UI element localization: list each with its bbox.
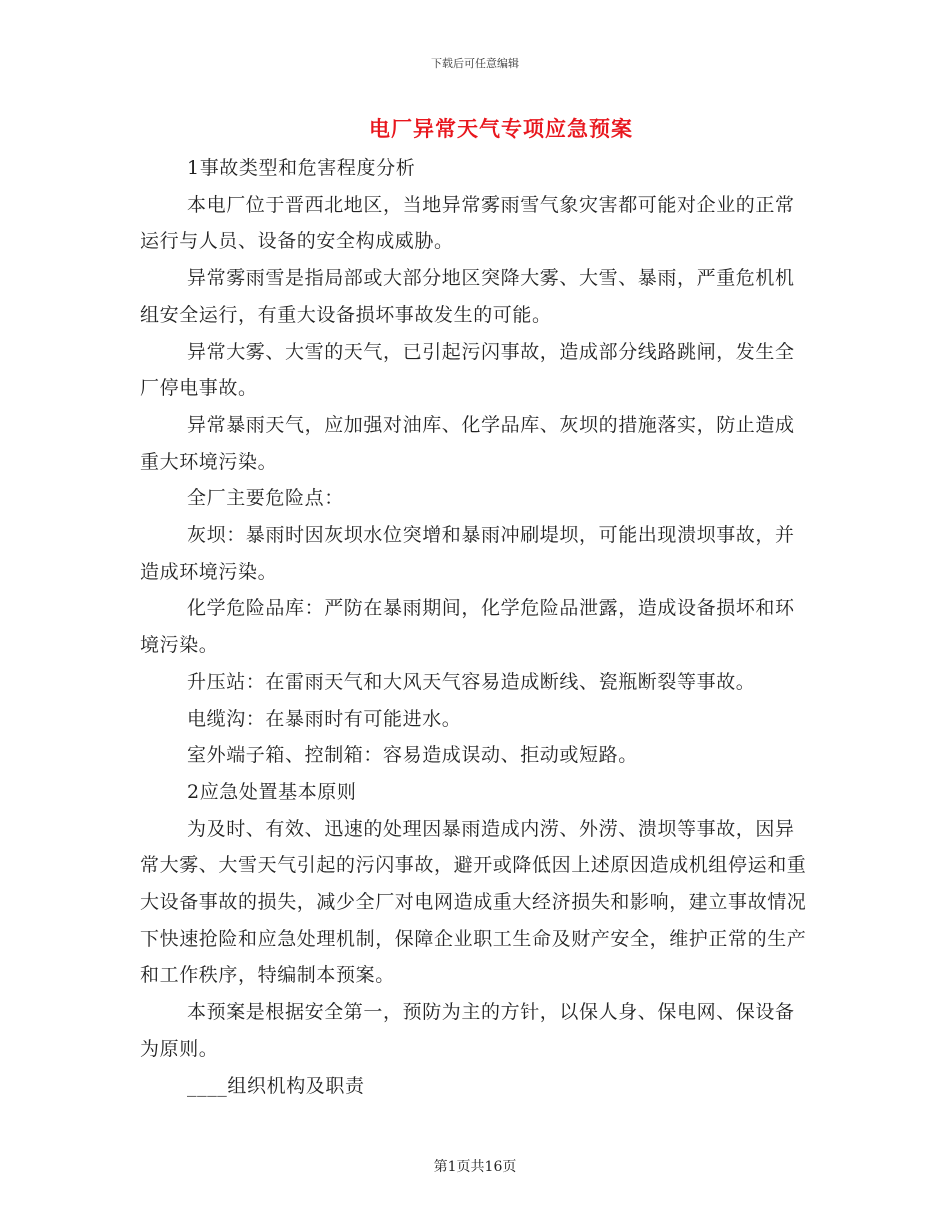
paragraph: 异常大雾、大雪的天气，已引起污闪事故，造成部分线路跳闸，发生全厂停电事故。: [140, 340, 795, 400]
paragraph: 为及时、有效、迅速的处理因暴雨造成内涝、外涝、溃坝等事故，因异常大雾、大雪天气引起的污闪事故，避开或降低因上述原因造成机组停运和重大设备事故的损失，减少全厂对电网造成重大经济损失和影响，建立事故情况下快速抢险和应急处理机制，保障企业职工生命及财产安全，维护正常的生产和工作秩序，特编制本预案。: [140, 817, 807, 987]
header-note: 下载后可任意编辑: [431, 57, 519, 70]
paragraph: 灰坝：暴雨时因灰坝水位突增和暴雨冲刷堤坝，可能出现溃坝事故，并造成环境污染。: [140, 524, 795, 583]
paragraph: 化学危险品库：严防在暴雨期间，化学危险品泄露，造成设备损坏和环境污染。: [140, 597, 795, 657]
page-number: 第1页共16页: [433, 1159, 517, 1175]
document-body: [140, 150, 810, 1104]
paragraph: 升压站：在雷雨天气和大风天气容易造成断线、瓷瓶断裂等事故。: [187, 670, 756, 693]
paragraph: 异常暴雨天气，应加强对油库、化学品库、灰坝的措施落实，防止造成重大环境污染。: [140, 413, 795, 473]
paragraph: 异常雾雨雪是指局部或大部分地区突降大雾、大雪、暴雨，严重危机机组安全运行，有重大设备损坏事故发生的可能。: [140, 267, 795, 326]
paragraph: 本预案是根据安全第一，预防为主的方针，以保人身、保电网、保设备为原则。: [140, 1001, 795, 1060]
paragraph-section-3-heading: ____组织机构及职责: [187, 1074, 365, 1097]
paragraph: 本电厂位于晋西北地区，当地异常雾雨雪气象灾害都可能对企业的正常运行与人员、设备的安全构成威胁。: [140, 193, 795, 253]
paragraph: 全厂主要危险点：: [187, 487, 344, 510]
paragraph-section-2-heading: 2应急处置基本原则: [187, 780, 357, 803]
paragraph-section-1-heading: 1事故类型和危害程度分析: [187, 157, 416, 179]
paragraph: 电缆沟：在暴雨时有可能进水。: [187, 707, 462, 730]
document-title: 电厂异常天气专项应急预案: [369, 116, 633, 141]
paragraph: 室外端子箱、控制箱：容易造成误动、拒动或短路。: [187, 744, 638, 767]
